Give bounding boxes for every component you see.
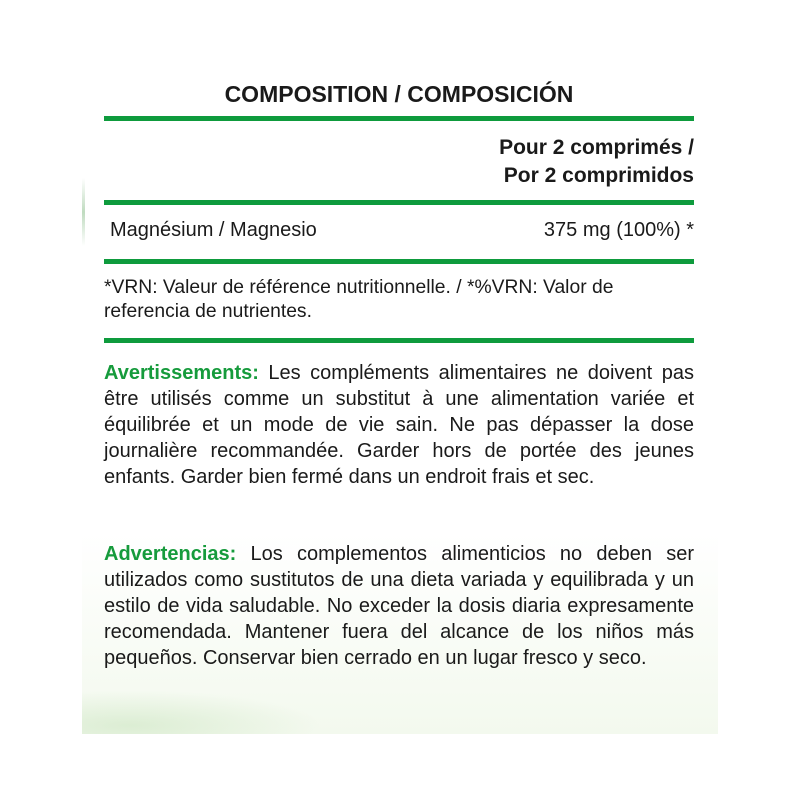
- warning-french: [104, 360, 694, 490]
- warning-french-label: Avertissements:: [104, 362, 259, 384]
- panel-edge-shade: [82, 178, 85, 246]
- warning-spanish-text: Los complementos alimenticios no deben ser utilizados como sustitutos de una dieta variada y equilibrada y un estilo de vida saludable. No exceder la dosis diaria expresamente recomendada. Mantener fuera del alcance de los niños más pequeños. Conservar bien cerrado en un lugar fresco y seco.: [104, 543, 694, 669]
- title-divider: [104, 116, 694, 121]
- warning-spanish-label: Advertencias:: [104, 543, 237, 565]
- row-divider: [104, 259, 694, 264]
- serving-size-fr: Pour 2 comprimés /: [499, 136, 694, 159]
- serving-size-header: [274, 134, 694, 190]
- nutrient-name: Magnésium / Magnesio: [110, 219, 317, 241]
- nutrient-amount: 375 mg (100%) *: [543, 219, 694, 241]
- warning-spanish: [104, 541, 694, 671]
- footnote-divider: [104, 338, 694, 343]
- composition-title: COMPOSITION / COMPOSICIÓN: [224, 81, 574, 107]
- vrn-footnote: *VRN: Valeur de référence nutritionnelle. / *%VRN: Valor de referencia de nutrientes.: [104, 277, 614, 322]
- panel-corner-glow: [82, 690, 322, 734]
- serving-size-es: Por 2 comprimidos: [503, 164, 694, 187]
- warning-french-text: Les compléments alimentaires ne doivent pas être utilisés comme un substitut à une alimentation variée et équilibrée et un mode de vie sain. Ne pas dépasser la dose journalière recommandée. Garder hors de portée des jeunes enfants. Garder bien fermé dans un endroit frais et sec.: [104, 362, 694, 488]
- header-divider: [104, 200, 694, 205]
